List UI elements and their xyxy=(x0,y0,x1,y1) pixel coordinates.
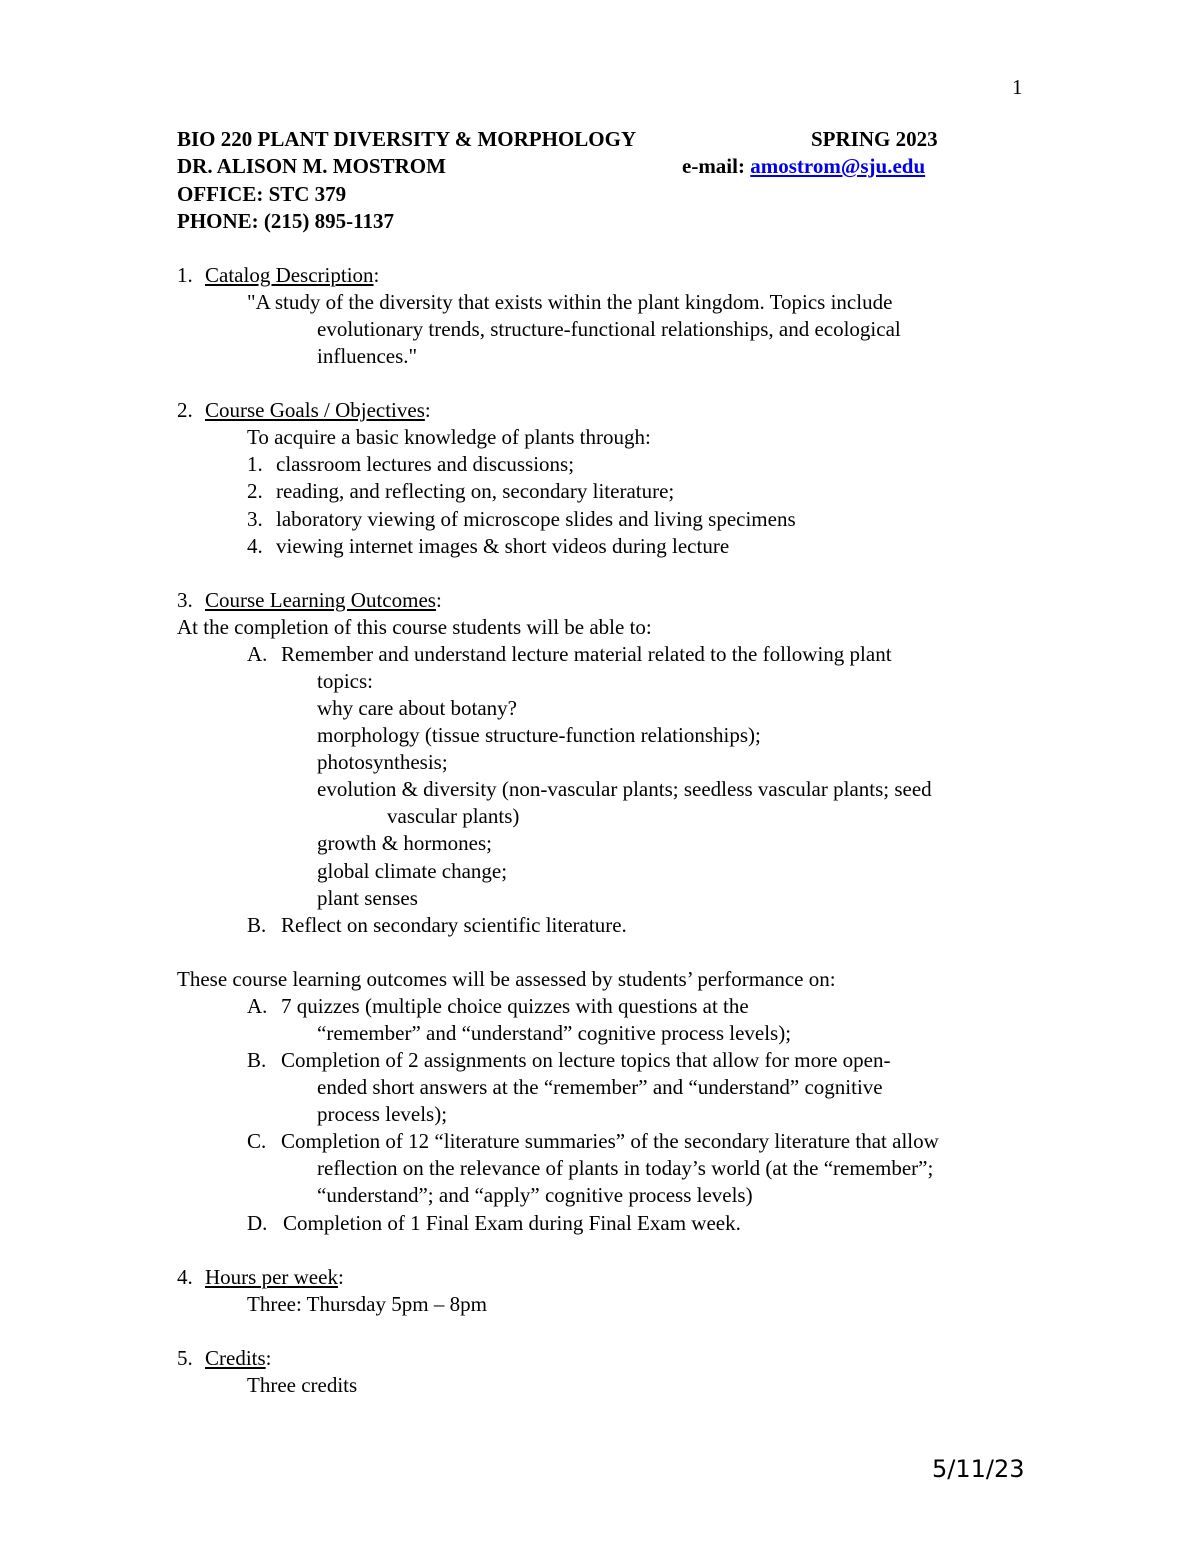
term: SPRING 2023 xyxy=(811,127,938,151)
assessment-line: Completion of 1 Final Exam during Final Exam week. xyxy=(283,1211,741,1235)
topic-line: evolution & diversity (non-vascular plants; seedless vascular plants; seed xyxy=(317,777,932,801)
assessment-label: A. xyxy=(247,994,268,1018)
assessment-line: Completion of 2 assignments on lecture topics that allow for more open- xyxy=(281,1048,891,1072)
assessment-label: C. xyxy=(247,1129,267,1153)
assessment-label: D. xyxy=(247,1211,268,1235)
section-4-colon: : xyxy=(337,1265,344,1289)
goal-item-text: reading, and reflecting on, secondary literature; xyxy=(276,479,675,503)
section-5-number: 5. xyxy=(177,1346,193,1370)
section-3-heading-text: Course Learning Outcomes xyxy=(205,588,436,612)
catalog-line-3: influences." xyxy=(317,344,418,368)
assessment-line: 7 quizzes (multiple choice quizzes with questions at the xyxy=(281,994,749,1018)
hours-text: Three: Thursday 5pm – 8pm xyxy=(247,1292,487,1316)
topic-line: morphology (tissue structure-function relationships); xyxy=(317,723,761,747)
office: OFFICE: STC 379 xyxy=(177,182,347,206)
assessment-line: reflection on the relevance of plants in today’s world (at the “remember”; xyxy=(317,1156,934,1180)
topic-line: plant senses xyxy=(317,886,418,910)
assessment-intro: These course learning outcomes will be assessed by students’ performance on: xyxy=(177,967,836,991)
section-3-heading xyxy=(205,587,442,614)
outcomes-intro: At the completion of this course students will be able to: xyxy=(177,615,652,639)
assessment-line: “remember” and “understand” cognitive process levels); xyxy=(317,1021,792,1045)
goal-item-text: viewing internet images & short videos during lecture xyxy=(276,534,730,558)
outcome-b-text: Reflect on secondary scientific literature. xyxy=(281,913,627,937)
outcome-b-label: B. xyxy=(247,913,267,937)
section-2-heading-text: Course Goals / Objectives xyxy=(205,398,425,422)
assessment-line: ended short answers at the “remember” and “understand” cognitive xyxy=(317,1075,883,1099)
goal-item-text: classroom lectures and discussions; xyxy=(276,452,575,476)
outcome-a-text: Remember and understand lecture material related to the following plant xyxy=(281,642,892,666)
section-1-heading xyxy=(205,262,379,289)
section-5-heading xyxy=(205,1345,272,1372)
goal-item-number: 4. xyxy=(247,534,263,558)
topic-line: why care about botany? xyxy=(317,696,518,720)
assessment-line: Completion of 12 “literature summaries” of the secondary literature that allow xyxy=(281,1129,939,1153)
section-2-number: 2. xyxy=(177,398,193,422)
goal-item-number: 2. xyxy=(247,479,263,503)
catalog-line-1: "A study of the diversity that exists within the plant kingdom. Topics include xyxy=(247,290,893,314)
section-4-heading-text: Hours per week xyxy=(205,1265,338,1289)
topic-line: photosynthesis; xyxy=(317,750,448,774)
email-line xyxy=(682,153,925,180)
section-5-heading-text: Credits xyxy=(205,1346,266,1370)
assessment-label: B. xyxy=(247,1048,267,1072)
goal-item-number: 3. xyxy=(247,507,263,531)
goals-intro: To acquire a basic knowledge of plants through: xyxy=(247,425,651,449)
page-number: 1 xyxy=(1012,75,1023,99)
catalog-line-2: evolutionary trends, structure-functional relationships, and ecological xyxy=(317,317,901,341)
course-title: BIO 220 PLANT DIVERSITY & MORPHOLOGY xyxy=(177,127,637,151)
section-4-number: 4. xyxy=(177,1265,193,1289)
section-1-heading-text: Catalog Description xyxy=(205,263,374,287)
section-5-colon: : xyxy=(265,1346,272,1370)
goal-item-number: 1. xyxy=(247,452,263,476)
footer-date: 5/11/23 xyxy=(932,1455,1025,1483)
credits-text: Three credits xyxy=(247,1373,358,1397)
goal-item-text: laboratory viewing of microscope slides and living specimens xyxy=(276,507,796,531)
section-2-heading xyxy=(205,397,431,424)
section-1-number: 1. xyxy=(177,263,193,287)
assessment-line: process levels); xyxy=(317,1102,448,1126)
email-link[interactable]: amostrom@sju.edu xyxy=(750,154,926,178)
section-2-colon: : xyxy=(424,398,431,422)
section-3-number: 3. xyxy=(177,588,193,612)
section-3-colon: : xyxy=(435,588,442,612)
topic-line: growth & hormones; xyxy=(317,831,492,855)
section-4-heading xyxy=(205,1264,344,1291)
section-1-colon: : xyxy=(373,263,380,287)
topic-line: global climate change; xyxy=(317,859,508,883)
instructor-name: DR. ALISON M. MOSTROM xyxy=(177,154,446,178)
topic-line: topics: xyxy=(317,669,373,693)
topic-line-continuation: vascular plants) xyxy=(387,804,520,828)
assessment-line: “understand”; and “apply” cognitive process levels) xyxy=(317,1183,753,1207)
phone: PHONE: (215) 895-1137 xyxy=(177,209,394,233)
outcome-a-label: A. xyxy=(247,642,268,666)
email-label: e-mail: xyxy=(682,154,745,178)
